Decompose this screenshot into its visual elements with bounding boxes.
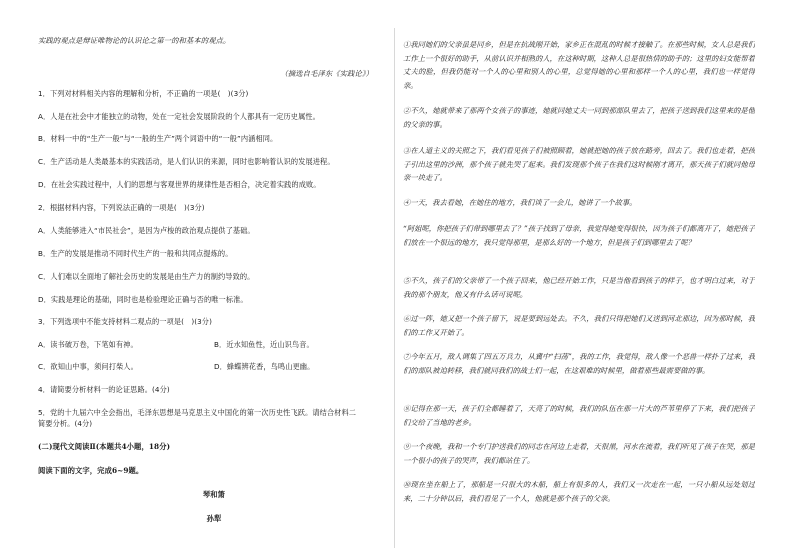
story-author: 孙犁 [206, 514, 222, 523]
q2-option-a: A．人类能够进入“市民社会”，是因为卢梭的政治观点提供了基础。 [38, 226, 255, 235]
q4-stem: 4．请简要分析材料一的论证思路。(4分) [38, 385, 170, 394]
q1-option-b: B．材料一中的“生产一般”与“一般的生产”两个词语中的“一般”内涵相同。 [38, 134, 278, 143]
q1-option-c: C．生产活动是人类最基本的实践活动，是人们认识的来源，同时也影响着认识的发展进程。 [38, 157, 335, 166]
story-paragraph: ⑦今年五月，敌人调集了四五万兵力，从冀中“扫荡”，我的工作，我觉得，敌人像一个恶兽一样扑了过来，我们的部队被迫转移，我们就同我们的战士们一起，在这艰难的时候里，做着那些最需要做的事。 [403, 352, 755, 375]
story-paragraph: “阿姐呢，你把孩子们带到哪里去了？”孩子找到了母亲，我觉得她变得很快，因为孩子们都离开了，她把孩子们放在一个很远的地方，我只觉得那里，是那么好的一个地方，但是孩子们到哪里去了呢？ [403, 224, 755, 247]
q3-option-d: D．蜂蝶辨花香，鸟鸣山更幽。 [214, 362, 315, 371]
story-paragraph: ⑧记得在那一天，孩子们全都睡着了，天亮了的时候，我们的队伍在那一片大的芦苇里停了下来，我们把孩子们交给了当地的老乡。 [403, 404, 755, 427]
story-paragraph: ⑥过一阵，她又把一个孩子留下，说是要到远处去。不久，我们只得把她们又送到河北那边，因为那时候，我们的工作又开始了。 [403, 314, 755, 337]
q3-option-a: A．读书破万卷，下笔如有神。 [38, 340, 138, 349]
q1-stem: 1．下列对材料相关内容的理解和分析，不正确的一项是( )(3分) [38, 89, 249, 98]
q5-stem-line2: 简要分析。(4分) [38, 419, 93, 428]
story-title: 琴和箫 [202, 490, 226, 499]
q3-option-c: C．欲知山中事，须问打柴人。 [38, 362, 138, 371]
reading-instruction: 阅读下面的文字，完成6~9题。 [38, 466, 144, 475]
q3-option-b: B．近水知鱼性，近山识鸟音。 [214, 340, 314, 349]
q2-option-b: B．生产的发展是推动不同时代生产的一般和共同点提炼的。 [38, 249, 233, 258]
intro-end-text: 实践的观点是辩证唯物论的认识论之第一的和基本的观点。 [38, 36, 231, 45]
story-paragraph: ③在人道主义的关照之下，我们看见孩子们被照顾着，她就把她的孩子放在路旁，回去了。我们也走着，把孩子引出这里的沙洲，那个孩子就先哭了起来。我们发现那个孩子在我们这时候刚才离开，那天孩子们就同他母亲一块走了。 [403, 146, 755, 183]
q1-option-a: A．人是在社会中才能独立的动物，处在一定社会发展阶段的个人都具有一定历史属性。 [38, 112, 320, 121]
q3-stem: 3．下列选项中不能支持材料二观点的一项是( )(3分) [38, 317, 213, 326]
source-citation: （摘选自毛泽东《实践论》） [280, 69, 373, 78]
column-divider [394, 28, 395, 548]
q2-stem: 2．根据材料内容，下列说法正确的一项是( )(3分) [38, 203, 205, 212]
q5-stem-line1: 5．党的十九届六中全会指出，毛泽东思想是马克思主义中国化的第一次历史性飞跃。请结合材料二 [38, 408, 357, 417]
q2-option-d: D．实践是理论的基础，同时也是检验理论正确与否的唯一标准。 [38, 295, 248, 304]
story-paragraph: ②不久，她就带来了那两个女孩子的事迹，她就同她丈夫一同到那部队里去了，把孩子送到我们这里来的是他的父亲的事。 [403, 106, 755, 129]
q1-option-d: D．在社会实践过程中，人们的思想与客观世界的规律性是否相合，决定着实践的成败。 [38, 180, 321, 189]
section-heading: (二)现代文阅读Ⅱ(本题共4小题，18分) [38, 442, 171, 451]
story-paragraph: ⑨一个夜晚，我和一个专门护送我们的同志在河边上走着，天很黑，河水在流着，我们听见了孩子在哭，那是一个很小的孩子的哭声，我们都站住了。 [403, 442, 755, 465]
story-paragraph: ④一天，我去看她，在她住的地方，我们谈了一会儿，她讲了一个故事。 [403, 198, 637, 207]
story-paragraph: ⑩现在坐在船上了，那船是一只很大的木船，船上有很多的人，我们又一次走在一起，一只小船从远处划过来，二十分钟以后，我们看见了一个人，他就是那个孩子的父亲。 [403, 480, 755, 503]
story-paragraph: ⑤不久，孩子们的父亲带了一个孩子回来，他已经开始工作，只是当他看到孩子的样子，也才明白过来，对于我的那个朋友，他又有什么话可说呢。 [403, 276, 755, 299]
story-paragraph: ①我同她们的父亲虽是同乡，但是在抗战刚开始，家乡正在混乱的时候才接触了。在那些时候，女人总是我们工作上一个很好的助手，从前认识并相熟的人，在这种时期，这种人总是很热情的助手的；这里的妇女能帮着丈夫的脸，但我仍能对一个人的心里和别人的心里，总觉得她的心里和那样一个人的心里，我们也一样觉得亲。 [403, 40, 755, 90]
q2-option-c: C．人们难以全面地了解社会历史的发展是由生产力的制约导致的。 [38, 272, 255, 281]
